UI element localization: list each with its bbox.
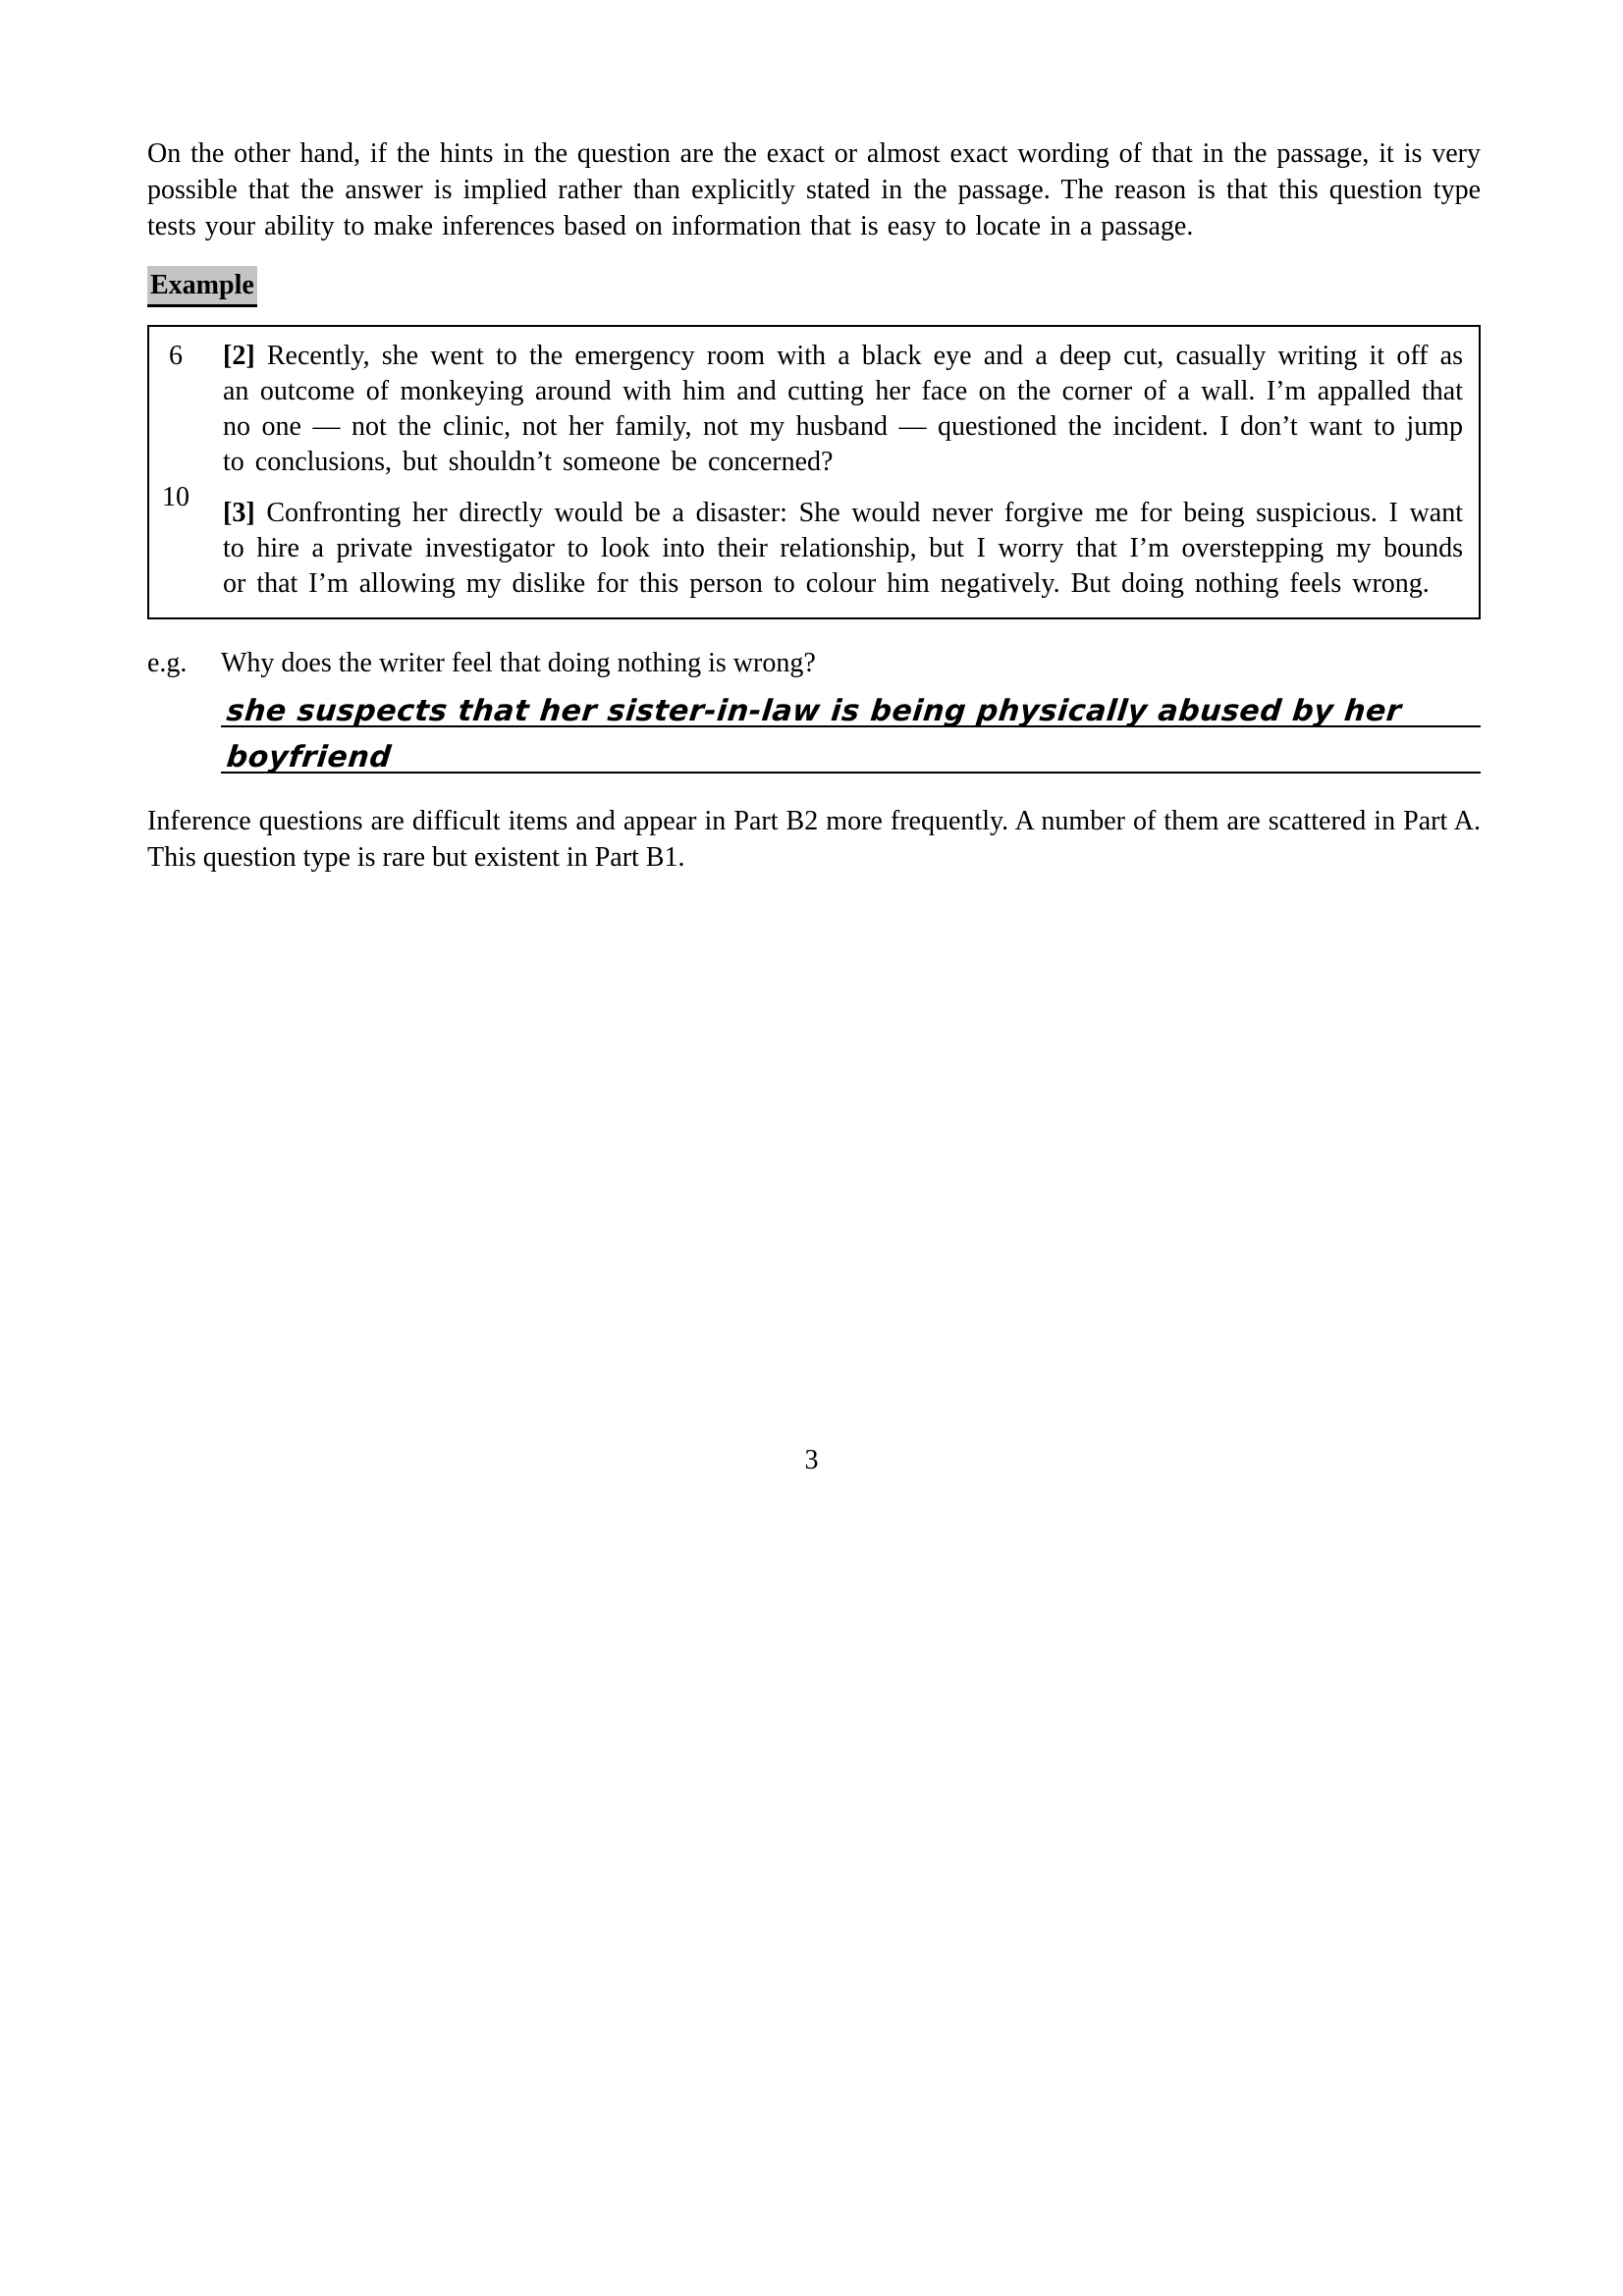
answer-blank-line-2 xyxy=(221,727,1481,774)
passage-paragraph-3 xyxy=(223,496,1463,602)
paragraph-3-label: [3] xyxy=(223,498,255,528)
answer-blank-line-1 xyxy=(221,681,1481,727)
example-heading xyxy=(147,266,1481,307)
eg-prefix: e.g. xyxy=(147,648,188,678)
line-number-6: 6 xyxy=(169,341,183,371)
paragraph-2-label: [2] xyxy=(223,341,255,371)
paragraph-2-text: Recently, she went to the emergency room with a black eye and a deep cut, casually writing it off as an outcome of monkeying around with him and cutting her face on the corner of a wall. I’m appalled that no one — not the clinic, not her family, not my husband — questioned the incident. I don’t want to jump to conclusions, but shouldn’t someone be concerned? xyxy=(223,341,1463,477)
page-number: 3 xyxy=(804,1445,819,1475)
handwritten-answer-line-2: boyfriend xyxy=(225,740,394,774)
eg-body xyxy=(221,645,1481,774)
paragraph-3-text: Confronting her directly would be a disaster: She would never forgive me for being suspicious. I want to hire a private investigator to look into their relationship, but I worry that I’m overstepping my bounds or that I’m allowing my dislike for this person to colour him negatively. But doing nothing feels wrong. xyxy=(223,498,1464,599)
passage-paragraph-2 xyxy=(223,339,1463,480)
handwritten-answer-line-1: she suspects that her sister-in-law is being physically abused by her xyxy=(225,694,1404,728)
eg-question-text: Why does the writer feel that doing nothing is wrong? xyxy=(221,648,816,678)
page-content xyxy=(0,0,1623,876)
intro-paragraph: On the other hand, if the hints in the question are the exact or almost exact wording of that in the passage, it is very possible that the answer is implied rather than explicitly stated in the passage. The reason is that this question type tests your ability to make inferences based on information that is easy to locate in a passage. xyxy=(147,138,1481,241)
closing-paragraph: Inference questions are difficult items and appear in Part B2 more frequently. A number of them are scattered in Part A. This question type is rare but existent in Part B1. xyxy=(147,806,1481,873)
example-heading-text: Example xyxy=(147,266,257,307)
example-question-section xyxy=(147,645,1481,774)
line-number-10: 10 xyxy=(162,482,189,512)
passage-box xyxy=(147,325,1481,619)
